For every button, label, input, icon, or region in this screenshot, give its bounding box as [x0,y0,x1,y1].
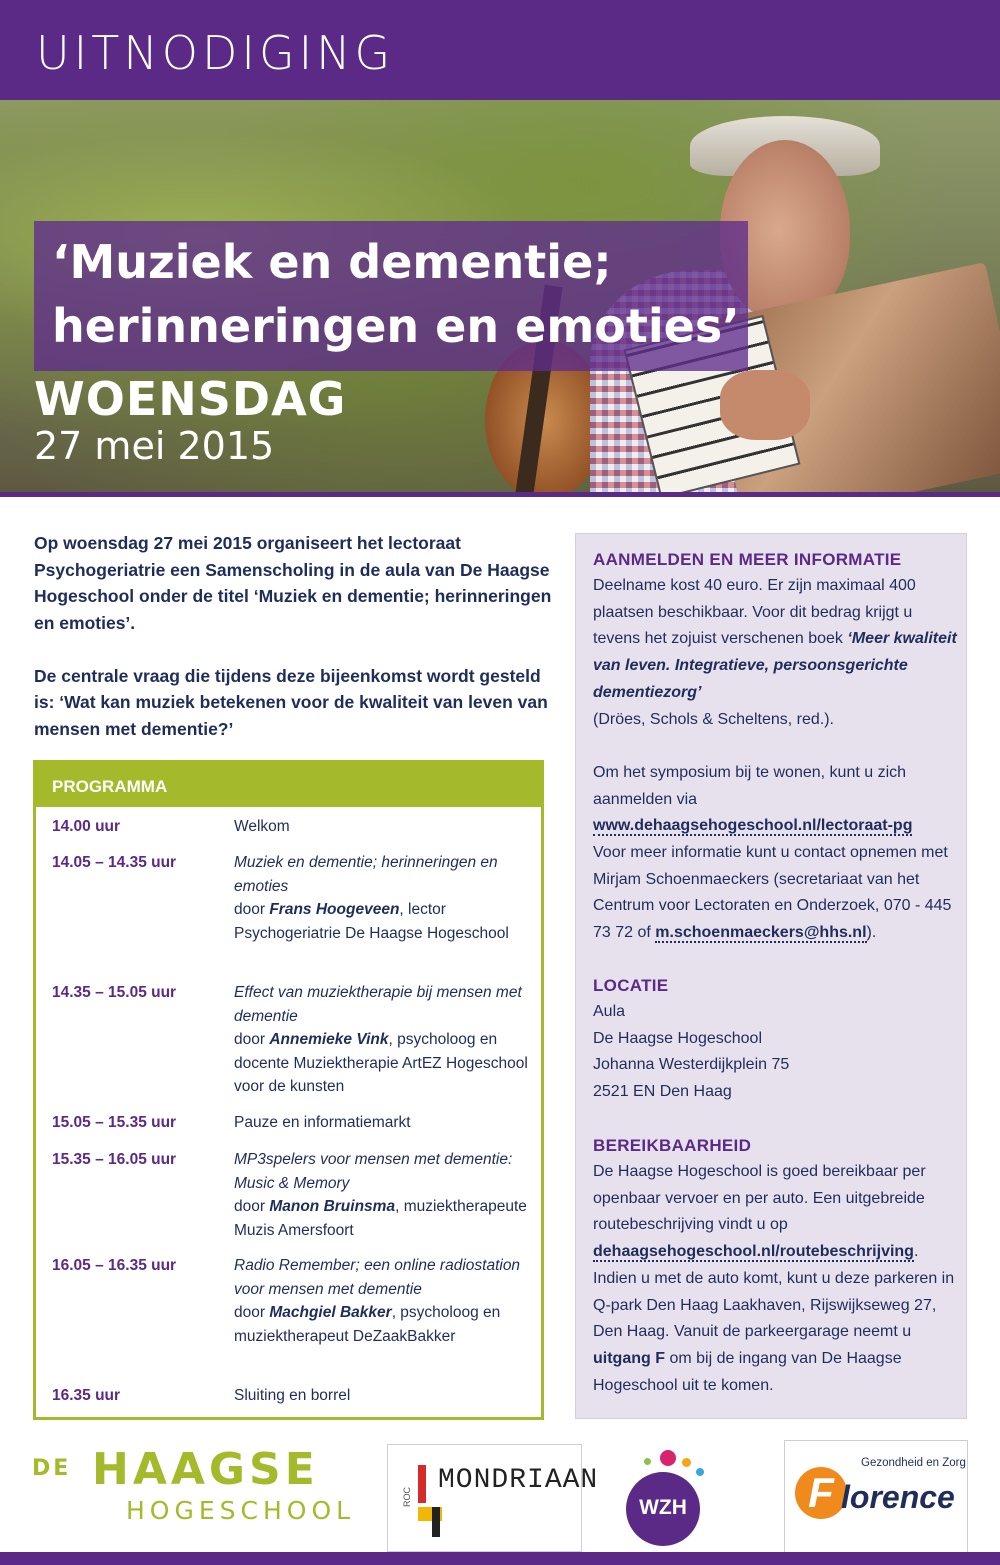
hhs-logo-hogeschool: HOGESCHOOL [126,1496,356,1525]
program-title: Muziek en dementie; herinneringen en emoties [234,854,498,895]
event-title-line1: ‘Muziek en dementie; [52,235,612,289]
top-banner [0,0,1000,100]
route-link[interactable]: dehaagsehogeschool.nl/routebeschrijving [593,1243,914,1261]
program-speaker: Annemieke Vink [269,1031,389,1048]
bereik-intro: De Haagse Hogeschool is goed bereikbaar per openbaar vervoer en per auto. Een uitgebreide routebeschrijving vindt u op [593,1163,926,1234]
locatie-heading: LOCATIE [593,976,669,995]
program-description [234,1148,534,1242]
register-link[interactable]: www.dehaagsehogeschool.nl/lectoraat-pg [593,817,913,835]
intro-paragraph-2: De centrale vraag die tijdens deze bijeenkomst wordt gesteld is: ‘Wat kan muziek betekenen voor de kwaliteit van leven van mensen met dementie?’ [34,665,548,739]
program-time: 14.05 – 14.35 uur [52,854,177,871]
program-heading: PROGRAMMA [52,777,168,796]
wzh-dot-icon [682,1458,691,1467]
mondriaan-red-block [418,1465,426,1503]
program-time: 14.00 uur [52,818,121,835]
aanmelden-heading: AANMELDEN EN MEER INFORMATIE [593,550,902,569]
locatie-line: 2521 EN Den Haag [593,1083,732,1101]
program-by: door [234,901,266,918]
program-role: , lector Psychogeriatrie De Haagse Hogeschool [234,901,509,942]
program-title: Radio Remember; een online radiostation voor mensen met dementie [234,1257,521,1298]
email-link[interactable]: m.schoenmaeckers@hhs.nl [655,924,867,942]
program-time: 15.05 – 15.35 uur [52,1114,177,1131]
program-by: door [234,1031,266,1048]
florence-f-icon: F [795,1467,847,1519]
program-speaker: Machgiel Bakker [269,1304,392,1321]
event-title-line2: herinneringen en emoties’ [52,299,740,353]
aanmelden-text [593,573,958,733]
wzh-dot-icon [696,1468,704,1476]
program-description [234,981,534,1099]
program-time: 15.35 – 16.05 uur [52,1151,177,1168]
event-day: WOENSDAG [34,372,347,426]
exit-label: uitgang F [593,1349,665,1367]
contact-text: Voor meer informatie kunt u contact opnemen met Mirjam Schoenmaeckers (secretariaat van het Centrum voor Lectoraten en Onderzoek, 070 - 445 73 72 of [593,844,952,942]
book-title: ‘Meer kwaliteit van leven. Integratieve, persoonsgerichte dementiezorg’ [593,630,957,701]
program-time: 14.35 – 15.05 uur [52,984,177,1001]
florence-text: lorence [841,1479,955,1515]
program-title: Sluiting en borrel [234,1387,351,1404]
mondriaan-text: MONDRIAAN [438,1465,599,1496]
program-time: 16.05 – 16.35 uur [52,1257,177,1274]
program-description [234,851,534,945]
hero-divider [0,492,1000,497]
info-panel [575,533,967,1419]
program-header [36,763,541,807]
roc-label: ROC [402,1487,412,1507]
program-description [234,1254,534,1348]
program-by: door [234,1304,266,1321]
program-speaker: Manon Bruinsma [269,1198,396,1215]
bereik-text [593,1159,958,1399]
program-role: , psycholoog en muziektherapeut DeZaakBakker [234,1304,501,1345]
register-text [593,760,958,947]
wzh-dot-icon [644,1458,651,1465]
partner-logos [0,1428,1000,1553]
program-title: MP3spelers voor mensen met dementie: Music & Memory [234,1151,513,1192]
mondriaan-black-block [432,1507,440,1537]
program-title: Pauze en informatiemarkt [234,1114,411,1131]
program-role: , psycholoog en docente Muziektherapie ArtEZ Hogeschool voor de kunsten [234,1031,528,1095]
program-by: door [234,1198,266,1215]
locatie-line: Johanna Westerdijkplein 75 [593,1056,790,1074]
program-title: Effect van muziektherapie bij mensen met dementie [234,984,522,1025]
book-authors: (Dröes, Schols & Scheltens, red.). [593,710,834,728]
event-date: 27 mei 2015 [34,424,275,468]
wzh-logo [626,1472,700,1546]
program-role: , muziektherapeute Muzis Amersfoort [234,1198,527,1239]
mondriaan-logo [387,1444,599,1552]
contact-end: ). [866,924,877,942]
bottom-bar [0,1552,1000,1565]
program-box [33,760,544,1420]
hero-photo [0,100,1000,492]
wzh-text: WZH [639,1496,687,1519]
locatie-address [593,999,958,1106]
title-box [34,221,748,371]
bereikbaarheid-section [593,1133,958,1399]
locatie-line: Aula [593,1003,626,1020]
invitation-label: UITNODIGING [36,26,395,80]
program-title: Welkom [234,818,290,835]
bereik-end: om bij de ingang van De Haagse Hogeschool uit te komen. [593,1349,902,1394]
aanmelden-price-text: Deelname kost 40 euro. Er zijn maximaal 400 plaatsen beschikbaar. Voor dit bedrag krijgt u tevens het zojuist verschenen boek [593,577,916,648]
bereik-heading: BEREIKBAARHEID [593,1136,752,1155]
locatie-line: De Haagse Hogeschool [593,1029,762,1047]
locatie-section [593,973,958,1106]
aanmelden-section [593,547,958,947]
program-speaker: Frans Hoogeveen [269,901,400,918]
intro-paragraph-1: Op woensdag 27 mei 2015 organiseert het lectoraat Psychogeriatrie een Samenscholing in de aula van De Haagse Hogeschool onder de titel ‘Muziek en dementie; herinneringen en emoties’. [34,533,552,633]
florence-subtitle: Gezondheid en Zorg [861,1457,966,1469]
hhs-logo-haagse: HAAGSE [92,1444,319,1495]
bereik-parking: . Indien u met de auto komt, kunt u deze parkeren in Q-park Den Haag Laakhaven, Rijswijkseweg 27, Den Haag. Vanuit de parkeergarage neemt u [593,1243,955,1341]
florence-logo [784,1440,968,1554]
wzh-dot-icon [660,1450,676,1466]
hand-image [720,370,810,440]
hhs-logo-de: DE [32,1456,72,1481]
register-intro: Om het symposium bij te wonen, kunt u zich aanmelden via [593,763,907,808]
program-time: 16.35 uur [52,1387,121,1404]
intro-text [34,530,554,742]
